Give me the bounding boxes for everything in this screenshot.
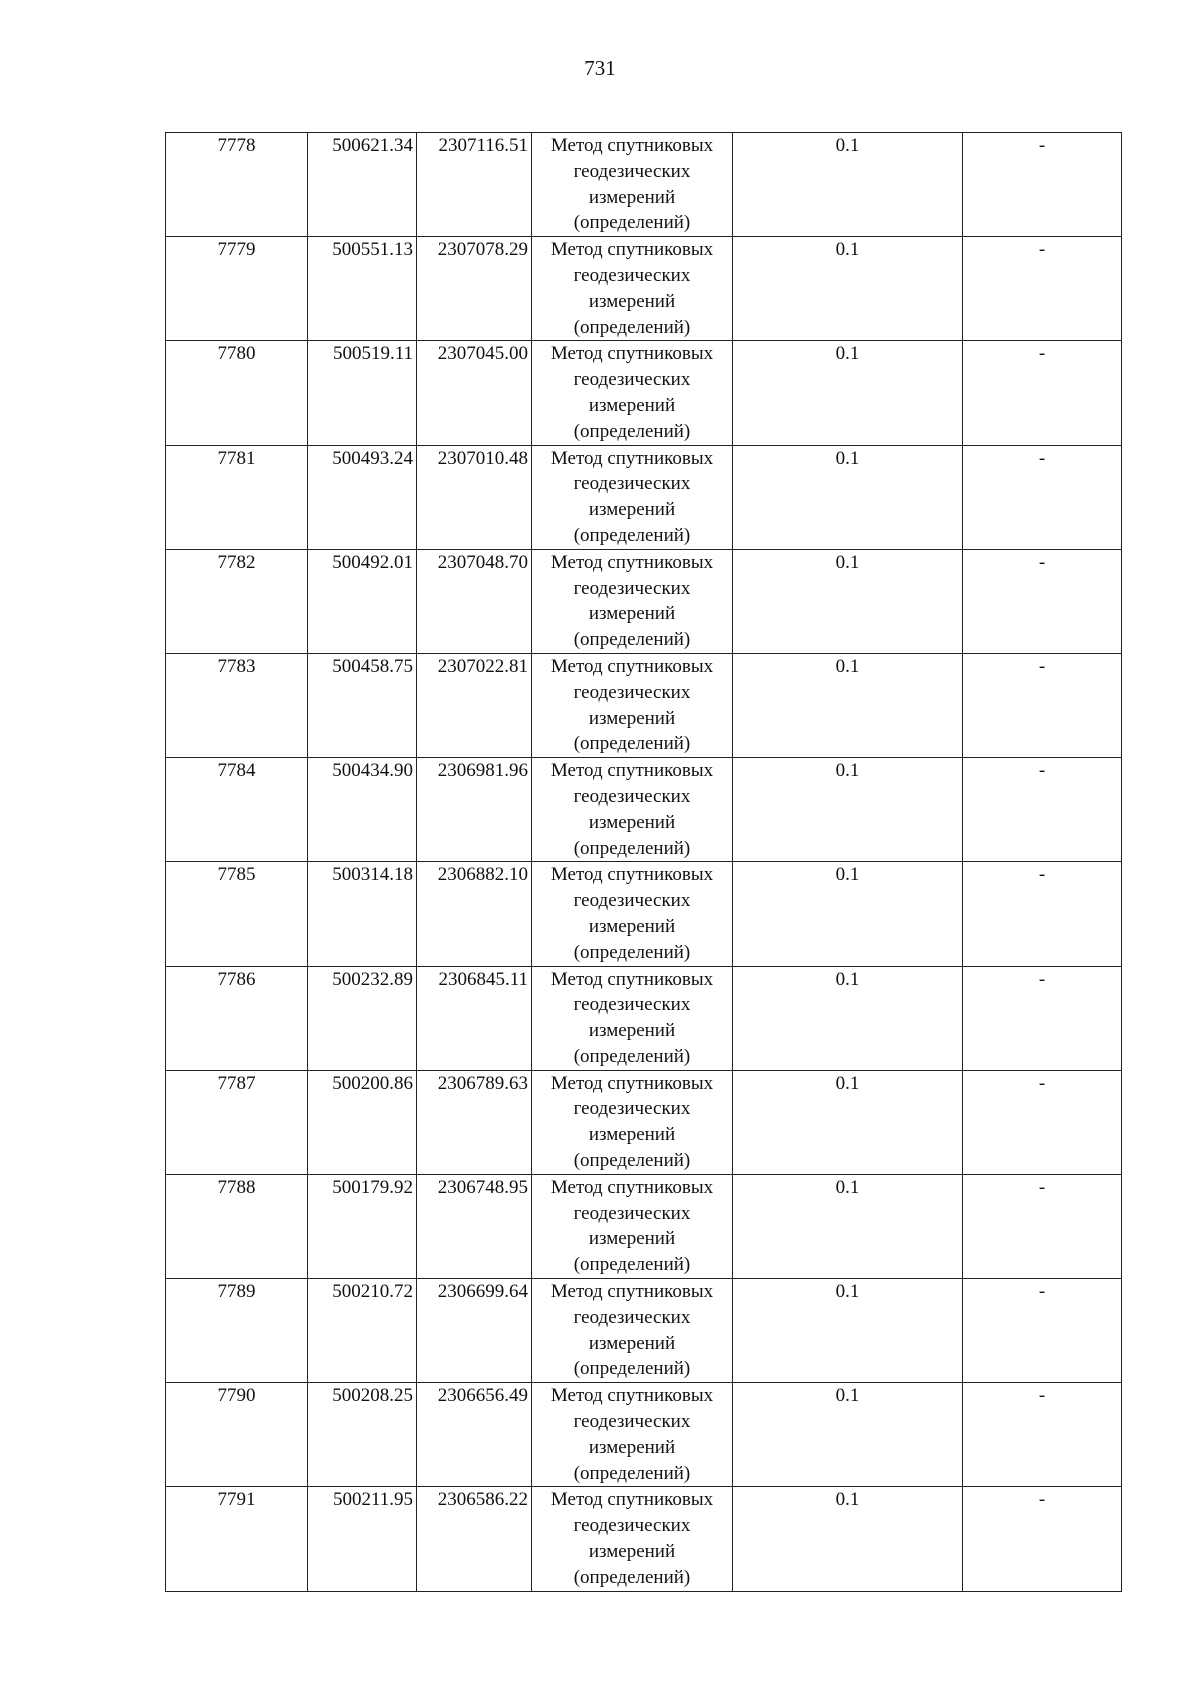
method-line: (определений) <box>573 1045 691 1067</box>
note-cell: - <box>963 653 1122 757</box>
y-coordinate-cell: 2306656.49 <box>417 1383 532 1487</box>
x-coordinate-cell: 500551.13 <box>308 237 417 341</box>
table-row <box>166 862 1122 966</box>
method-line: измерений <box>588 1020 676 1042</box>
table-row <box>166 133 1122 237</box>
method-line: (определений) <box>573 420 691 442</box>
method-line: Метод спутниковых <box>550 551 714 573</box>
method-line: (определений) <box>573 1150 691 1172</box>
method-line: Метод спутниковых <box>550 343 714 365</box>
point-number-cell: 7786 <box>166 966 308 1070</box>
method-line: измерений <box>588 707 676 729</box>
point-number-cell: 7787 <box>166 1070 308 1174</box>
method-line: геодезических <box>573 1515 691 1537</box>
y-coordinate-cell: 2307078.29 <box>417 237 532 341</box>
method-line: измерений <box>588 1541 676 1563</box>
method-line: геодезических <box>573 264 691 286</box>
method-line: (определений) <box>573 941 691 963</box>
note-cell: - <box>963 445 1122 549</box>
note-cell: - <box>963 237 1122 341</box>
method-cell <box>532 1174 733 1278</box>
table-row <box>166 549 1122 653</box>
table-row <box>166 1279 1122 1383</box>
point-number-cell: 7781 <box>166 445 308 549</box>
note-cell: - <box>963 1279 1122 1383</box>
method-cell <box>532 653 733 757</box>
x-coordinate-cell: 500434.90 <box>308 758 417 862</box>
method-cell <box>532 1383 733 1487</box>
method-line: (определений) <box>573 1566 691 1588</box>
x-coordinate-cell: 500458.75 <box>308 653 417 757</box>
table-row <box>166 966 1122 1070</box>
method-line: (определений) <box>573 1358 691 1380</box>
table-row <box>166 341 1122 445</box>
method-cell <box>532 1487 733 1591</box>
accuracy-cell: 0.1 <box>733 862 963 966</box>
table-row <box>166 1070 1122 1174</box>
method-line: измерений <box>588 1436 676 1458</box>
method-line: Метод спутниковых <box>550 760 714 782</box>
method-line: геодезических <box>573 681 691 703</box>
method-cell <box>532 1279 733 1383</box>
y-coordinate-cell: 2306789.63 <box>417 1070 532 1174</box>
accuracy-cell: 0.1 <box>733 445 963 549</box>
point-number-cell: 7788 <box>166 1174 308 1278</box>
method-line: геодезических <box>573 473 691 495</box>
method-line: измерений <box>588 1124 676 1146</box>
x-coordinate-cell: 500519.11 <box>308 341 417 445</box>
method-line: геодезических <box>573 1202 691 1224</box>
note-cell: - <box>963 758 1122 862</box>
x-coordinate-cell: 500492.01 <box>308 549 417 653</box>
method-line: Метод спутниковых <box>550 655 714 677</box>
table-row <box>166 1383 1122 1487</box>
x-coordinate-cell: 500208.25 <box>308 1383 417 1487</box>
method-line: Метод спутниковых <box>550 239 714 261</box>
point-number-cell: 7779 <box>166 237 308 341</box>
method-line: геодезических <box>573 785 691 807</box>
y-coordinate-cell: 2307010.48 <box>417 445 532 549</box>
note-cell: - <box>963 341 1122 445</box>
accuracy-cell: 0.1 <box>733 1174 963 1278</box>
method-line: измерений <box>588 499 676 521</box>
x-coordinate-cell: 500314.18 <box>308 862 417 966</box>
accuracy-cell: 0.1 <box>733 758 963 862</box>
method-line: геодезических <box>573 369 691 391</box>
y-coordinate-cell: 2306699.64 <box>417 1279 532 1383</box>
table-body <box>166 133 1122 1592</box>
method-line: измерений <box>588 915 676 937</box>
method-line: геодезических <box>573 577 691 599</box>
method-cell <box>532 862 733 966</box>
y-coordinate-cell: 2306586.22 <box>417 1487 532 1591</box>
coordinates-table <box>165 132 1122 1592</box>
point-number-cell: 7778 <box>166 133 308 237</box>
point-number-cell: 7782 <box>166 549 308 653</box>
method-cell <box>532 237 733 341</box>
method-line: (определений) <box>573 733 691 755</box>
point-number-cell: 7789 <box>166 1279 308 1383</box>
x-coordinate-cell: 500210.72 <box>308 1279 417 1383</box>
method-cell <box>532 133 733 237</box>
method-line: измерений <box>588 290 676 312</box>
point-number-cell: 7780 <box>166 341 308 445</box>
note-cell: - <box>963 862 1122 966</box>
y-coordinate-cell: 2307116.51 <box>417 133 532 237</box>
accuracy-cell: 0.1 <box>733 966 963 1070</box>
note-cell: - <box>963 1383 1122 1487</box>
method-line: Метод спутниковых <box>550 1176 714 1198</box>
method-line: геодезических <box>573 1411 691 1433</box>
point-number-cell: 7785 <box>166 862 308 966</box>
table-row <box>166 1174 1122 1278</box>
y-coordinate-cell: 2306981.96 <box>417 758 532 862</box>
x-coordinate-cell: 500179.92 <box>308 1174 417 1278</box>
table-row <box>166 445 1122 549</box>
method-line: Метод спутниковых <box>550 447 714 469</box>
method-line: Метод спутниковых <box>550 1072 714 1094</box>
method-line: (определений) <box>573 316 691 338</box>
method-line: (определений) <box>573 212 691 234</box>
y-coordinate-cell: 2307022.81 <box>417 653 532 757</box>
method-line: измерений <box>588 1228 676 1250</box>
method-line: геодезических <box>573 1306 691 1328</box>
y-coordinate-cell: 2306882.10 <box>417 862 532 966</box>
method-line: Метод спутниковых <box>550 864 714 886</box>
method-line: измерений <box>588 811 676 833</box>
accuracy-cell: 0.1 <box>733 237 963 341</box>
method-cell <box>532 549 733 653</box>
accuracy-cell: 0.1 <box>733 653 963 757</box>
note-cell: - <box>963 133 1122 237</box>
accuracy-cell: 0.1 <box>733 1383 963 1487</box>
method-line: (определений) <box>573 524 691 546</box>
method-line: измерений <box>588 394 676 416</box>
method-cell <box>532 966 733 1070</box>
method-line: (определений) <box>573 1254 691 1276</box>
method-cell <box>532 758 733 862</box>
accuracy-cell: 0.1 <box>733 1070 963 1174</box>
method-line: измерений <box>588 603 676 625</box>
method-line: Метод спутниковых <box>550 1489 714 1511</box>
note-cell: - <box>963 1487 1122 1591</box>
x-coordinate-cell: 500211.95 <box>308 1487 417 1591</box>
note-cell: - <box>963 549 1122 653</box>
method-line: Метод спутниковых <box>550 1281 714 1303</box>
method-line: Метод спутниковых <box>550 135 714 156</box>
x-coordinate-cell: 500621.34 <box>308 133 417 237</box>
accuracy-cell: 0.1 <box>733 549 963 653</box>
x-coordinate-cell: 500232.89 <box>308 966 417 1070</box>
y-coordinate-cell: 2307048.70 <box>417 549 532 653</box>
accuracy-cell: 0.1 <box>733 341 963 445</box>
accuracy-cell: 0.1 <box>733 133 963 237</box>
table-row <box>166 1487 1122 1591</box>
y-coordinate-cell: 2306845.11 <box>417 966 532 1070</box>
method-line: геодезических <box>573 994 691 1016</box>
y-coordinate-cell: 2306748.95 <box>417 1174 532 1278</box>
method-line: Метод спутниковых <box>550 968 714 990</box>
table-row <box>166 653 1122 757</box>
point-number-cell: 7783 <box>166 653 308 757</box>
method-line: измерений <box>588 186 676 208</box>
method-line: (определений) <box>573 629 691 651</box>
method-line: геодезических <box>573 160 691 182</box>
method-cell <box>532 341 733 445</box>
y-coordinate-cell: 2307045.00 <box>417 341 532 445</box>
method-cell <box>532 445 733 549</box>
method-line: (определений) <box>573 837 691 859</box>
table-row <box>166 758 1122 862</box>
x-coordinate-cell: 500493.24 <box>308 445 417 549</box>
note-cell: - <box>963 966 1122 1070</box>
accuracy-cell: 0.1 <box>733 1487 963 1591</box>
method-cell <box>532 1070 733 1174</box>
method-line: геодезических <box>573 1098 691 1120</box>
table-row <box>166 237 1122 341</box>
note-cell: - <box>963 1070 1122 1174</box>
point-number-cell: 7790 <box>166 1383 308 1487</box>
note-cell: - <box>963 1174 1122 1278</box>
method-line: измерений <box>588 1332 676 1354</box>
method-line: геодезических <box>573 890 691 912</box>
point-number-cell: 7784 <box>166 758 308 862</box>
x-coordinate-cell: 500200.86 <box>308 1070 417 1174</box>
method-line: (определений) <box>573 1462 691 1484</box>
method-line: Метод спутниковых <box>550 1385 714 1407</box>
page-number: 731 <box>584 56 616 80</box>
accuracy-cell: 0.1 <box>733 1279 963 1383</box>
point-number-cell: 7791 <box>166 1487 308 1591</box>
